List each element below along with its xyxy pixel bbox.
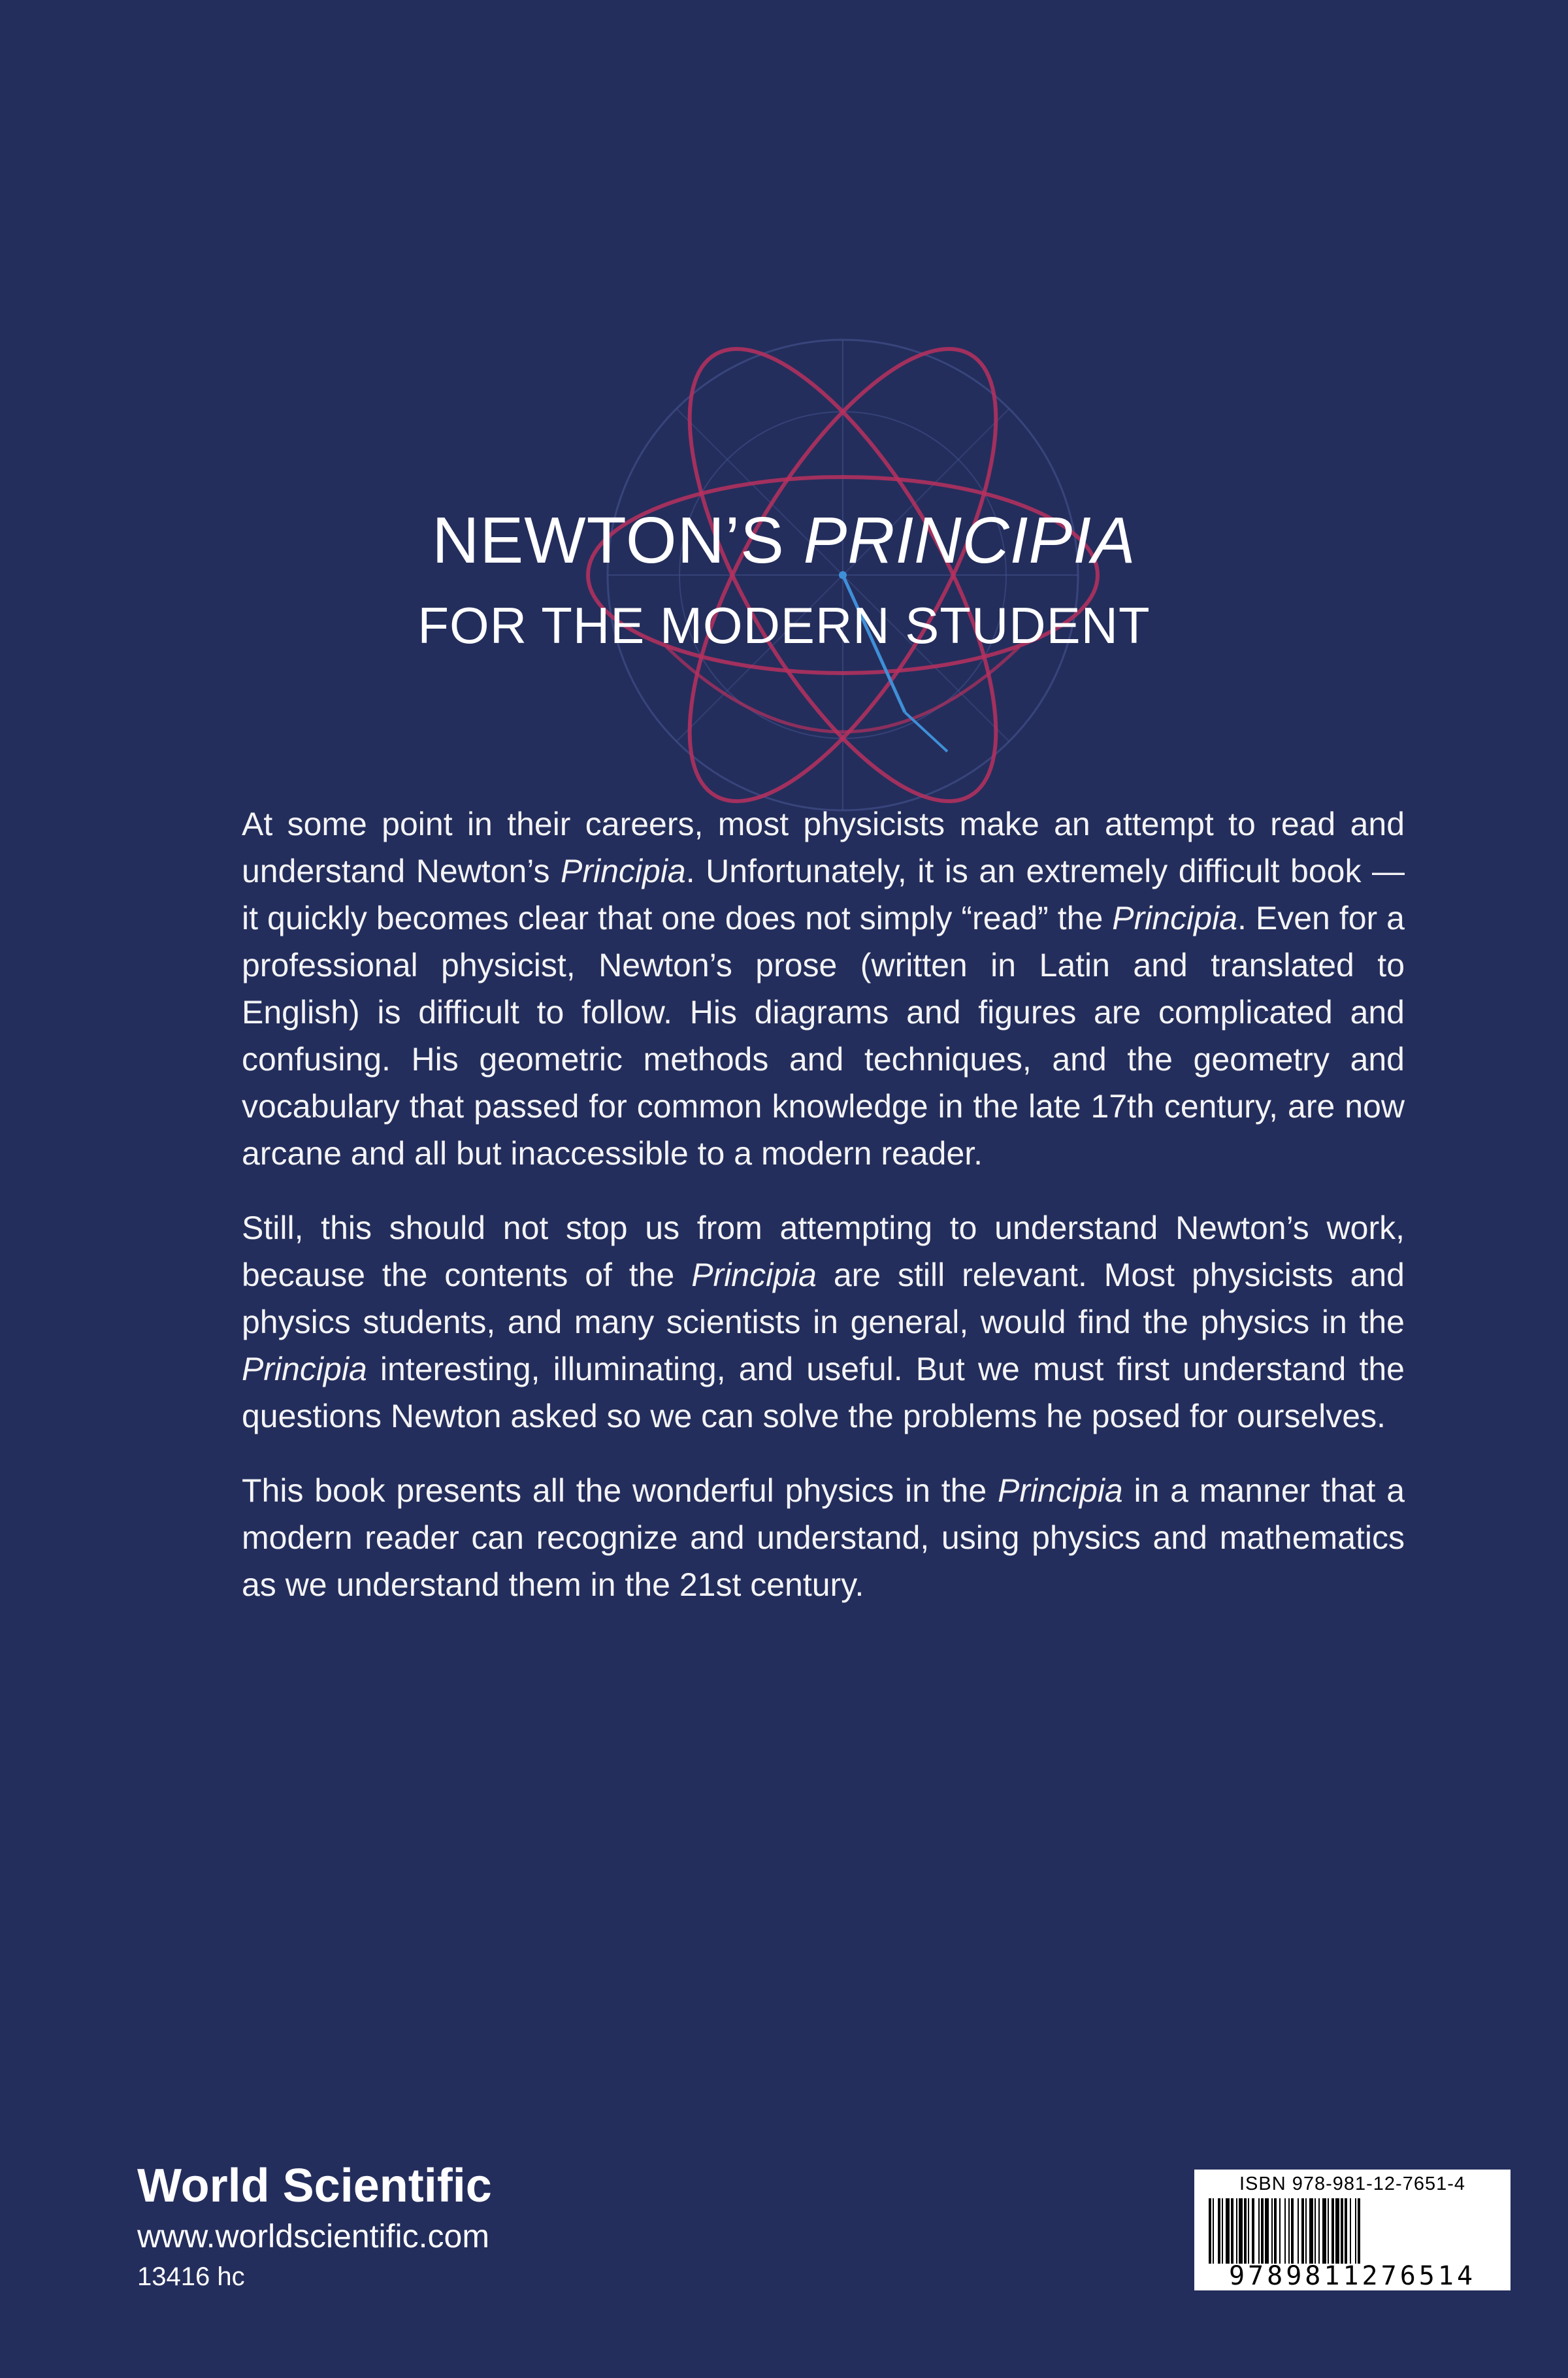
- barcode-bar: [1291, 2198, 1294, 2264]
- isbn-label: ISBN 978-981-12-7651-4: [1239, 2173, 1466, 2194]
- publisher-url: www.worldscientific.com: [137, 2218, 490, 2254]
- barcode-bar: [1284, 2198, 1286, 2264]
- blurb-paragraph-1: At some point in their careers, most physicists make an attempt to read and understand Newton’s Principia. Unfortunately, it is an extremely difficult book — it quickly becomes clear that one does not simply “read” the Principia. Even for a professional physicist, Newton’s prose (written in Latin and translated to English) is difficult to follow. His diagrams and figures are complicated and confusing. His geometric methods and techniques, and the geometry and vocabulary that passed for common knowledge in the late 17th century, are now arcane and all but inaccessible to a modern reader.: [242, 806, 1405, 1172]
- barcode-bar: [1213, 2198, 1214, 2264]
- barcode-bar: [1274, 2198, 1277, 2264]
- barcode-bar: [1279, 2198, 1281, 2264]
- barcode-bar: [1271, 2198, 1273, 2264]
- title-prefix: NEWTON’S: [432, 504, 804, 577]
- barcode-bar: [1231, 2198, 1233, 2264]
- barcode-bar: [1345, 2198, 1347, 2264]
- barcode-bar: [1355, 2198, 1356, 2264]
- barcode-bar: [1335, 2198, 1339, 2264]
- blurb-text: [242, 801, 1405, 1636]
- barcode-bar: [1288, 2198, 1290, 2264]
- isbn-barcode: [1194, 2170, 1511, 2290]
- publisher-block: [137, 2156, 492, 2296]
- barcode-icon: [1209, 2198, 1496, 2264]
- publisher-code: 13416 hc: [137, 2262, 245, 2291]
- barcode-bar: [1222, 2198, 1223, 2264]
- barcode-bar: [1239, 2198, 1243, 2264]
- barcode-bar: [1252, 2198, 1254, 2264]
- barcode-bar: [1236, 2198, 1237, 2264]
- barcode-bar: [1218, 2198, 1220, 2264]
- barcode-bar: [1258, 2198, 1260, 2264]
- publisher-name: World Scientific: [137, 2160, 492, 2212]
- book-title: [0, 503, 1568, 578]
- barcode-bar: [1315, 2198, 1316, 2264]
- barcode-bar: [1298, 2198, 1299, 2264]
- barcode-bar: [1322, 2198, 1326, 2264]
- blurb-paragraph-3: This book presents all the wonderful physics in the Principia in a manner that a modern reader can recognize and understand, using physics and mathematics as we understand them in the 21st century.: [242, 1472, 1405, 1603]
- barcode-bar: [1305, 2198, 1307, 2264]
- barcode-bar: [1328, 2198, 1329, 2264]
- barcode-bar: [1261, 2198, 1264, 2264]
- barcode-bar: [1265, 2198, 1269, 2264]
- book-subtitle: FOR THE MODERN STUDENT: [417, 597, 1151, 654]
- blurb-paragraph-2: Still, this should not stop us from attempting to understand Newton’s work, because the contents of the Principia are still relevant. Most physicists and physics students, and many scientists in general, would find the physics in the Principia interesting, illuminating, and useful. But we must first understand the questions Newton asked so we can solve the problems he posed for ourselves.: [242, 1210, 1405, 1434]
- barcode-bar: [1248, 2198, 1249, 2264]
- barcode-bar: [1341, 2198, 1343, 2264]
- barcode-bar: [1331, 2198, 1334, 2264]
- barcode-digits: 9789811276514: [1228, 2261, 1477, 2291]
- barcode-bar: [1350, 2198, 1351, 2264]
- barcode-bar: [1309, 2198, 1313, 2264]
- barcode-bar: [1301, 2198, 1304, 2264]
- barcode-bar: [1226, 2198, 1230, 2264]
- barcode-bar: [1244, 2198, 1247, 2264]
- title-emphasis: PRINCIPIA: [803, 504, 1136, 577]
- barcode-bar: [1358, 2198, 1360, 2264]
- barcode-bar: [1209, 2198, 1211, 2264]
- barcode-bar: [1318, 2198, 1320, 2264]
